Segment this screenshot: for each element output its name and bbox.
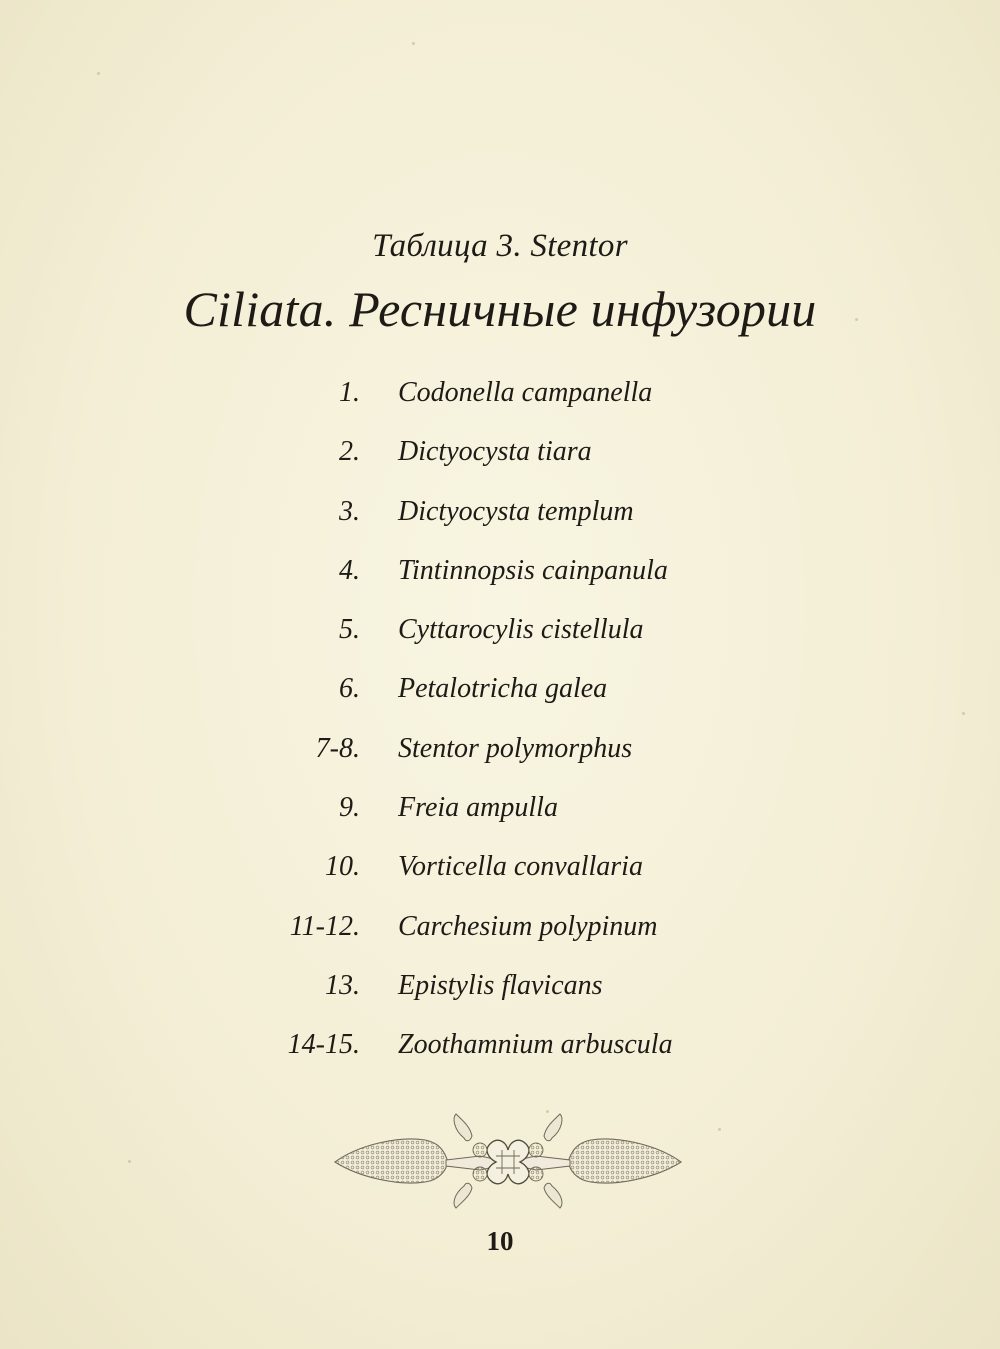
species-name: Petalotricha galea bbox=[398, 673, 608, 705]
species-name: Cyttarocylis cistellula bbox=[398, 614, 644, 646]
list-item bbox=[0, 614, 1000, 673]
list-item bbox=[0, 436, 1000, 495]
species-number: 4. bbox=[339, 554, 360, 586]
species-number: 3. bbox=[339, 495, 360, 527]
species-name: Epistylis flavicans bbox=[398, 969, 603, 1001]
list-item bbox=[0, 851, 1000, 910]
list-item bbox=[0, 970, 1000, 1029]
list-item bbox=[0, 792, 1000, 851]
species-number: 1. bbox=[339, 377, 360, 408]
list-item bbox=[0, 733, 1000, 792]
list-item bbox=[0, 377, 1000, 436]
species-name: Tintinnopsis cainpanula bbox=[398, 554, 668, 586]
page-number: 10 bbox=[486, 1226, 514, 1256]
species-number: 5. bbox=[339, 614, 360, 646]
paper-speck bbox=[718, 1128, 721, 1131]
species-number: 7-8. bbox=[315, 732, 360, 764]
species-list bbox=[0, 377, 1000, 1089]
species-number: 14-15. bbox=[287, 1029, 360, 1061]
species-name: Stentor polymorphus bbox=[398, 732, 633, 764]
species-number: 2. bbox=[339, 436, 360, 468]
list-item bbox=[0, 911, 1000, 970]
paper-speck bbox=[412, 42, 415, 45]
species-name: Dictyocysta templum bbox=[398, 495, 634, 527]
species-name: Freia ampulla bbox=[398, 792, 558, 824]
list-item bbox=[0, 555, 1000, 614]
species-number: 11-12. bbox=[289, 910, 360, 942]
species-number: 6. bbox=[339, 673, 360, 705]
list-item bbox=[0, 673, 1000, 732]
species-name: Dictyocysta tiara bbox=[398, 436, 592, 468]
page-title: Ciliata. Ресничные инфузории bbox=[183, 281, 817, 337]
paper-speck bbox=[97, 72, 100, 75]
plate-subtitle: Таблица 3. Stentor bbox=[372, 228, 628, 264]
species-number: 9. bbox=[339, 792, 360, 824]
list-item bbox=[0, 1029, 1000, 1088]
species-number: 13. bbox=[325, 969, 360, 1001]
list-item bbox=[0, 496, 1000, 555]
species-name: Carchesium polypinum bbox=[398, 910, 658, 942]
species-name: Codonella campanella bbox=[398, 377, 653, 408]
ornament-illustration bbox=[330, 1110, 686, 1210]
species-number: 10. bbox=[325, 851, 360, 883]
paper-speck bbox=[128, 1160, 131, 1163]
species-name: Vorticella convallaria bbox=[398, 851, 643, 883]
species-name: Zoothamnium arbuscula bbox=[398, 1029, 673, 1061]
